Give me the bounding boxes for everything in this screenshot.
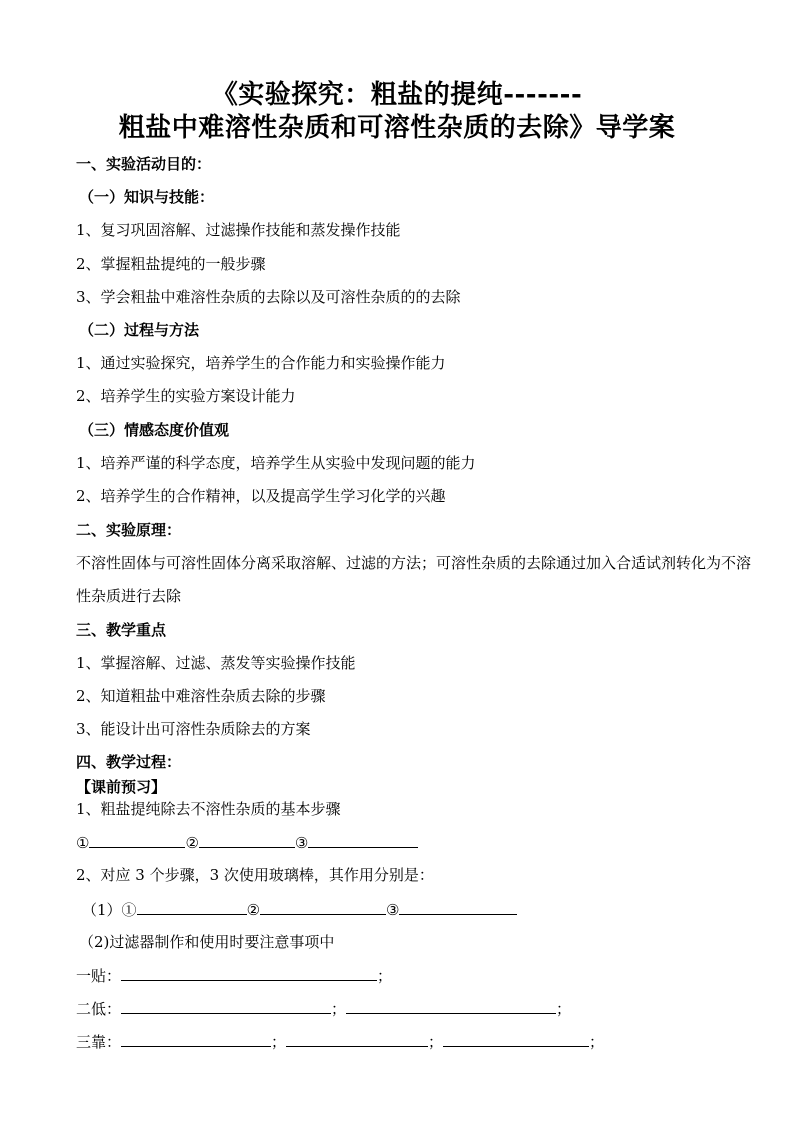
answer-blank[interactable]	[89, 832, 185, 848]
semicolon: ；	[271, 1033, 287, 1051]
document-title-line2: 粗盐中难溶性杂质和可溶性杂质的去除》导学案	[118, 113, 676, 143]
semicolon: ；	[331, 1000, 347, 1018]
answer-blank[interactable]	[443, 1031, 589, 1047]
answer-blank[interactable]	[121, 965, 377, 981]
semicolon: ；	[377, 967, 393, 985]
semicolon: ；	[556, 1000, 572, 1018]
semicolon: ；	[589, 1033, 605, 1051]
answer-blank[interactable]	[399, 899, 517, 915]
question-1: 1、粗盐提纯除去不溶性杂质的基本步骤	[76, 800, 341, 818]
section-heading-teaching-process: 四、教学过程：	[76, 753, 182, 771]
answer-blank[interactable]	[121, 1031, 271, 1047]
question-2: 2、对应 3 个步骤，3 次使用玻璃棒，其作用分别是：	[76, 866, 434, 884]
answer-blank[interactable]	[199, 832, 295, 848]
yitie-label: 一贴：	[76, 967, 122, 985]
list-item: 1、通过实验探究，培养学生的合作能力和实验操作能力	[76, 354, 446, 372]
circled-mark-3: ③	[386, 901, 400, 919]
item-prefix: （1）	[82, 901, 122, 919]
sankao-row	[76, 1031, 604, 1052]
circled-mark-1: ①	[76, 834, 90, 852]
semicolon: ；	[428, 1033, 444, 1051]
list-item: 3、能设计出可溶性杂质除去的方案	[76, 720, 311, 738]
erdi-label: 二低：	[76, 1000, 122, 1018]
list-item: 1、复习巩固溶解、过滤操作技能和蒸发操作技能	[76, 221, 401, 239]
document-title-line1: 《实验探究：粗盐的提纯-------	[211, 80, 583, 110]
section-heading-objectives: 一、实验活动目的：	[76, 155, 212, 173]
answer-blank[interactable]	[346, 998, 556, 1014]
principle-text: 不溶性固体与可溶性固体分离采取溶解、过滤的方法；可溶性杂质的去除通过加入合适试剂转化为不溶性杂质进行去除	[76, 554, 752, 605]
answer-blank[interactable]	[308, 832, 418, 848]
list-item: 2、培养学生的合作精神，以及提高学生学习化学的兴趣	[76, 487, 446, 505]
list-item: 2、掌握粗盐提纯的一般步骤	[76, 255, 266, 273]
circled-mark-3: ③	[294, 834, 309, 852]
sankao-label: 三靠：	[76, 1033, 122, 1051]
question-3: （2)过滤器制作和使用时要注意事项中	[79, 933, 335, 951]
list-item: 3、学会粗盐中难溶性杂质的去除以及可溶性杂质的的去除	[76, 288, 461, 306]
list-item: 2、培养学生的实验方案设计能力	[76, 387, 296, 405]
subheading-knowledge: （一）知识与技能：	[79, 188, 215, 206]
yitie-row	[76, 965, 392, 986]
answer-blank[interactable]	[260, 899, 386, 915]
section-heading-key-points: 三、教学重点	[76, 621, 167, 639]
section-heading-principle: 二、实验原理：	[76, 521, 182, 539]
glass-rod-blank-row	[82, 899, 517, 920]
subheading-attitude: （三）情感态度价值观	[79, 421, 230, 439]
list-item: 2、知道粗盐中难溶性杂质去除的步骤	[76, 687, 326, 705]
answer-blank[interactable]	[121, 998, 331, 1014]
steps-blank-row	[76, 832, 418, 853]
answer-blank[interactable]	[137, 899, 247, 915]
circled-mark-2: ②	[246, 901, 261, 919]
subheading-process: （二）过程与方法	[79, 321, 200, 339]
answer-blank[interactable]	[286, 1031, 428, 1047]
preview-label: 【课前预习】	[76, 778, 167, 796]
list-item: 1、培养严谨的科学态度，培养学生从实验中发现问题的能力	[76, 454, 476, 472]
list-item: 1、掌握溶解、过滤、蒸发等实验操作技能	[76, 654, 356, 672]
circled-mark-1: ①	[121, 901, 137, 919]
circled-mark-2: ②	[185, 834, 199, 852]
erdi-row	[76, 998, 571, 1019]
